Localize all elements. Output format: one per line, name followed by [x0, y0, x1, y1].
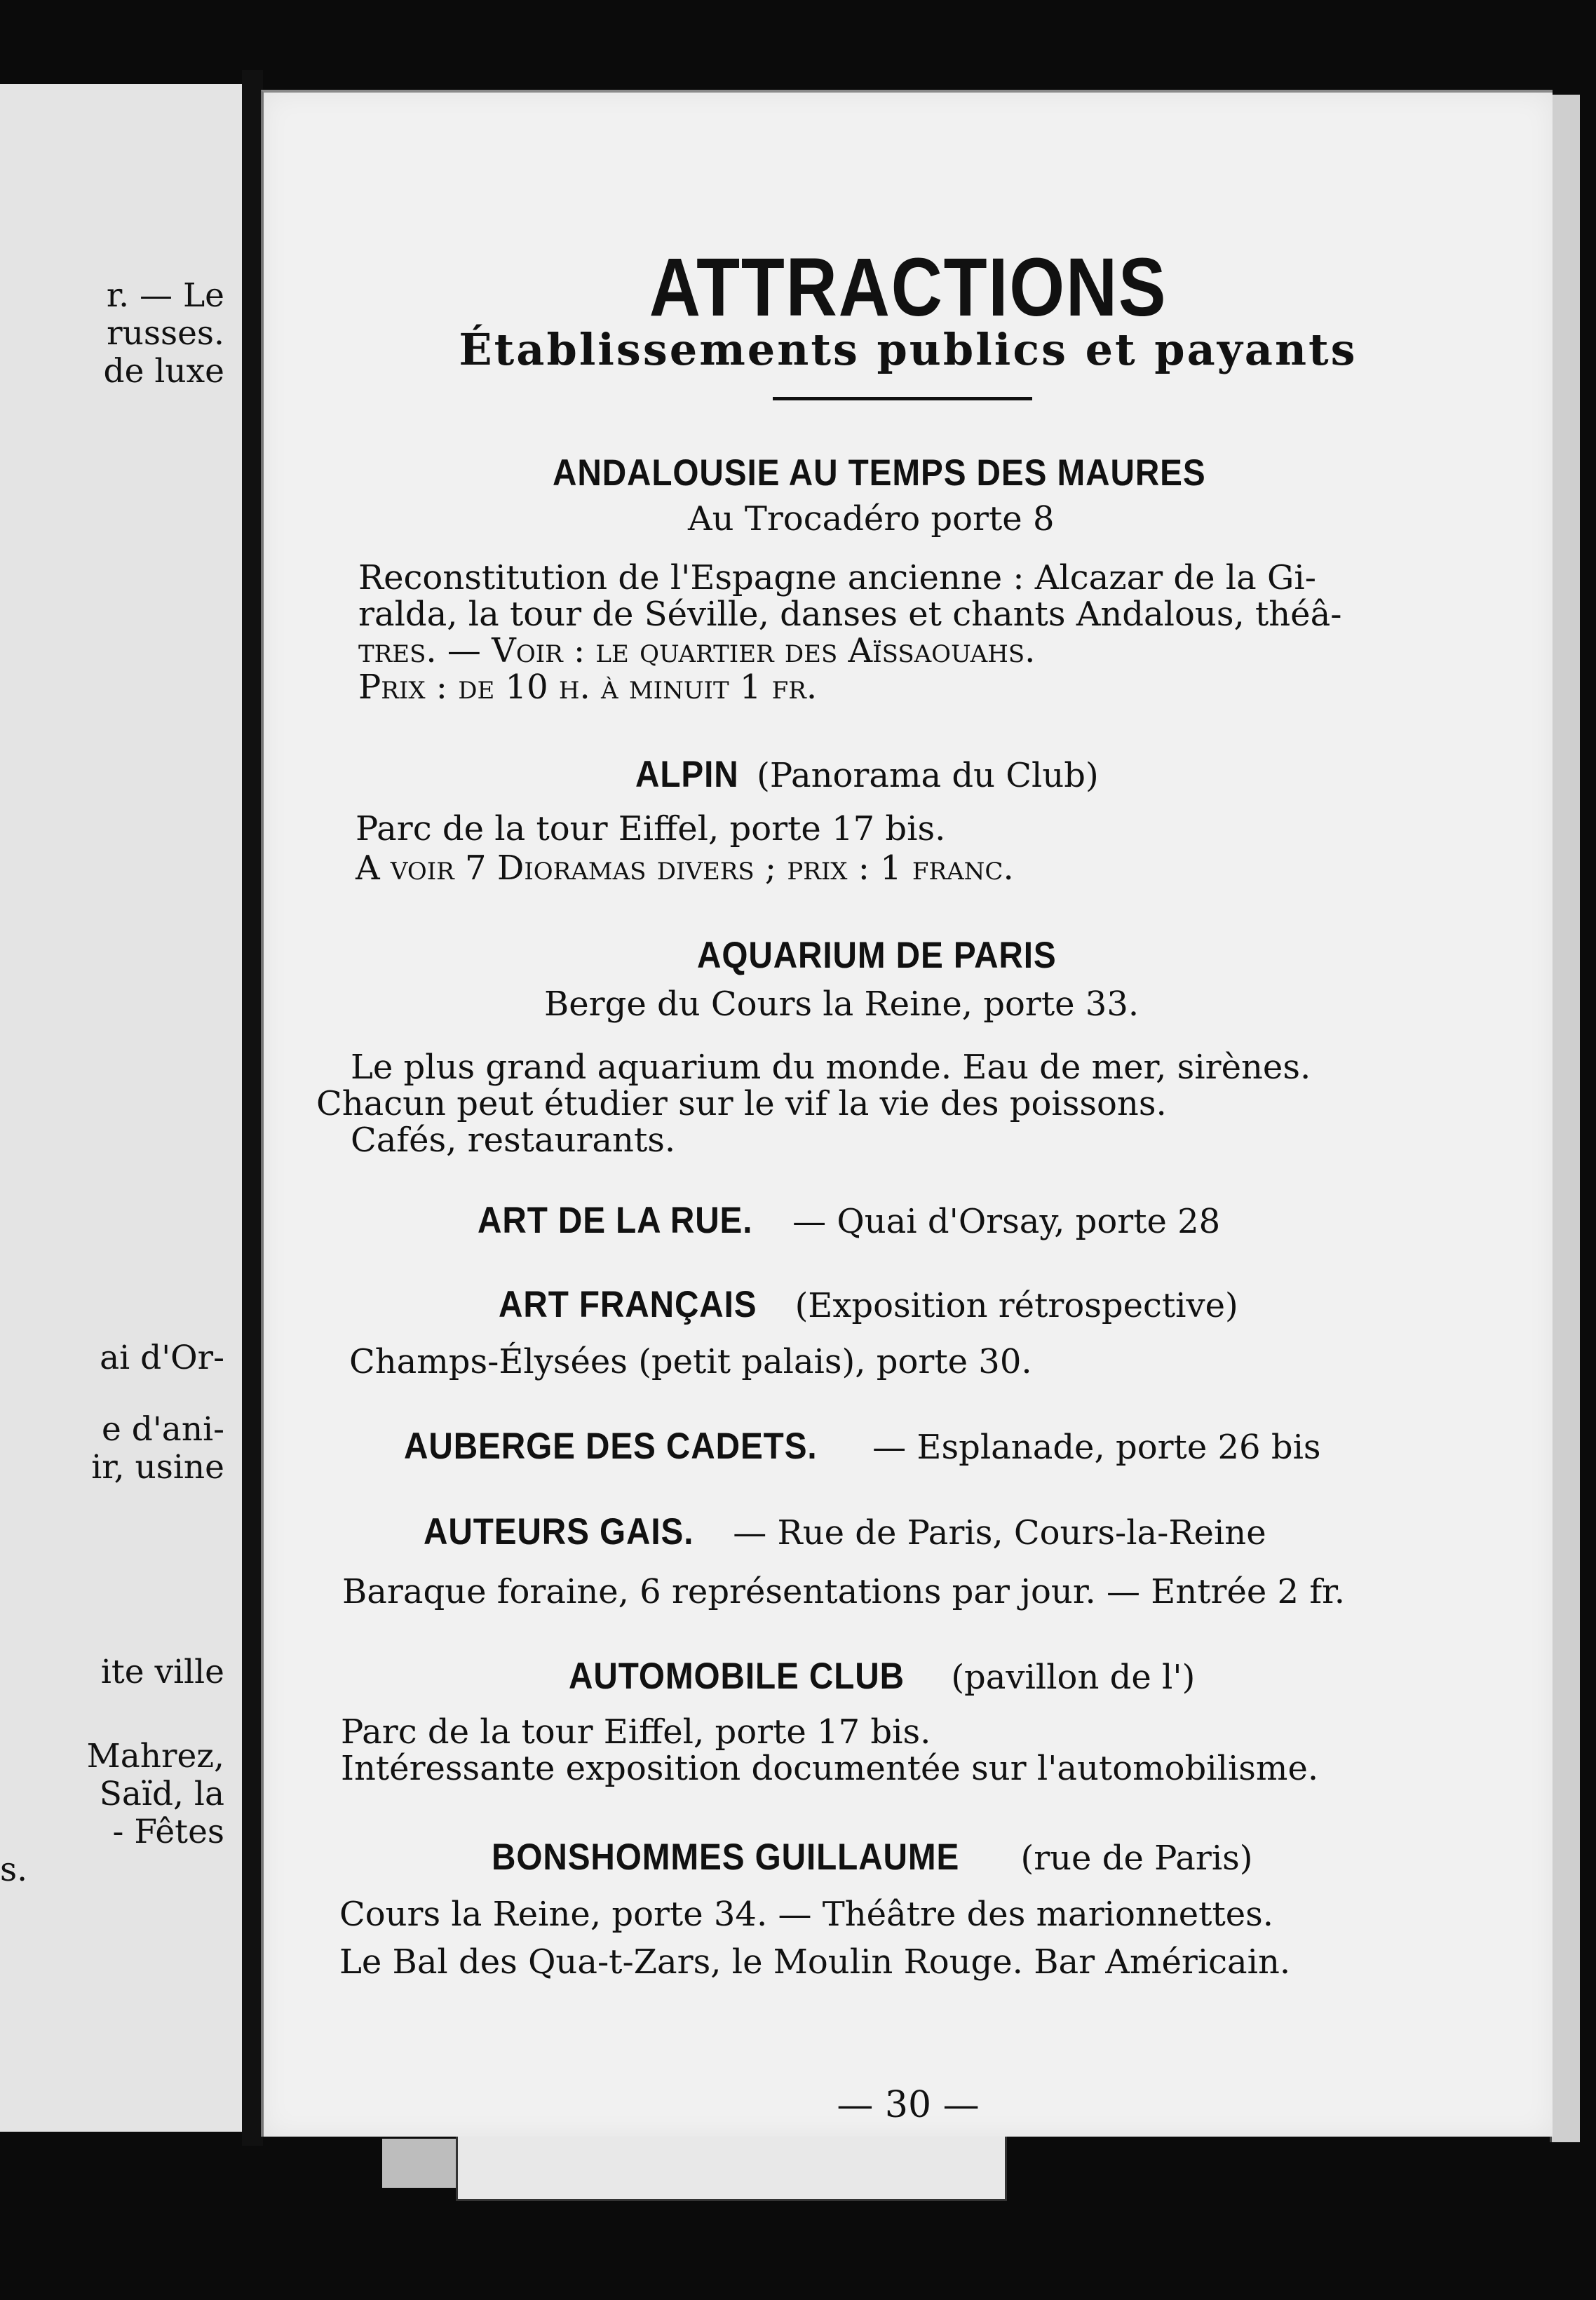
entry-heading: ART FRANÇAIS [499, 1284, 757, 1325]
book-gutter [242, 70, 263, 2146]
facing-text: s. [0, 1851, 28, 1889]
entry-price: Prix : de 10 h. à minuit 1 fr. [358, 668, 818, 707]
facing-text: Saïd, la [99, 1775, 224, 1813]
entry-heading: AUBERGE DES CADETS. [404, 1426, 818, 1467]
facing-text: ir, usine [91, 1448, 224, 1487]
entry-line: Cafés, restaurants. [351, 1121, 676, 1160]
entry-suffix: (Exposition rétrospective) [794, 1286, 1238, 1325]
facing-text: Mahrez, [86, 1737, 224, 1775]
entry-line: Le plus grand aquarium du monde. Eau de mer, sirènes. [351, 1048, 1311, 1087]
entry-line: Chacun peut étudier sur le vif la vie des poissons. [316, 1084, 1167, 1123]
entry-suffix: — Quai d'Orsay, porte 28 [792, 1202, 1221, 1241]
entry-header-row [492, 1836, 1253, 1879]
entry-suffix: — Rue de Paris, Cours-la-Reine [733, 1513, 1266, 1552]
entry-line: A voir 7 Dioramas divers ; prix : 1 franc. [356, 848, 1014, 888]
entry-line: ralda, la tour de Séville, danses et chants Andalous, théâ- [358, 595, 1342, 634]
entry-header-row [478, 1199, 1220, 1242]
entry-line: Cours la Reine, porte 34. — Théâtre des marionnettes. [339, 1895, 1274, 1934]
entry-suffix: (rue de Paris) [1020, 1839, 1253, 1878]
page-subtitle: Établissements publics et payants [459, 324, 1358, 375]
entry-header-row [569, 1655, 1195, 1698]
entry-line: Reconstitution de l'Espagne ancienne : Alcazar de la Gi- [358, 558, 1316, 597]
entry-suffix: — Esplanade, porte 26 bis [872, 1428, 1321, 1467]
document-page [261, 90, 1553, 2137]
entry-line: Parc de la tour Eiffel, porte 17 bis. [341, 1712, 931, 1752]
title-rule [773, 397, 1032, 400]
entry-header-row [499, 1283, 1238, 1326]
facing-text: - Fêtes [112, 1813, 224, 1851]
entry-line: Baraque foraine, 6 représentations par jour. — Entrée 2 fr. [342, 1572, 1346, 1611]
entry-heading: AUTEURS GAIS. [424, 1511, 694, 1552]
paper-slip [456, 2134, 1007, 2201]
entry-line: tres. — Voir : le quartier des Aïssaouahs. [358, 631, 1036, 670]
entry-header-row [424, 1510, 1266, 1553]
page-number: — 30 — [837, 2084, 980, 2126]
entry-line: Champs-Élysées (petit palais), porte 30. [349, 1342, 1032, 1381]
entry-line: Parc de la tour Eiffel, porte 17 bis. [356, 809, 946, 848]
page-title: ATTRACTIONS [649, 241, 1168, 334]
entry-line: Intéressante exposition documentée sur l'automobilisme. [341, 1749, 1319, 1788]
entry-header-row [635, 753, 1099, 796]
facing-page-fragment [0, 84, 245, 2132]
entry-location: Au Trocadéro porte 8 [688, 499, 1055, 539]
entry-heading: BONSHOMMES GUILLAUME [492, 1836, 960, 1878]
entry-header-row [404, 1425, 1321, 1468]
entry-heading: AQUARIUM DE PARIS [697, 935, 1057, 976]
facing-text: e d'ani- [102, 1410, 224, 1449]
entry-heading: ANDALOUSIE AU TEMPS DES MAURES [553, 452, 1206, 494]
entry-heading: ART DE LA RUE. [478, 1200, 753, 1241]
page-edge [1550, 95, 1580, 2142]
facing-text: r. — Le [106, 276, 224, 315]
entry-suffix: (Panorama du Club) [757, 756, 1099, 795]
entry-heading: AUTOMOBILE CLUB [569, 1656, 905, 1697]
entry-line: Le Bal des Qua-t-Zars, le Moulin Rouge. Bar Américain. [339, 1942, 1291, 1982]
facing-text: ai d'Or- [100, 1339, 224, 1377]
facing-text: russes. [107, 314, 224, 353]
facing-text: de luxe [103, 352, 224, 391]
entry-suffix: (pavillon de l') [951, 1658, 1196, 1697]
facing-text: ite ville [100, 1653, 224, 1691]
entry-location: Berge du Cours la Reine, porte 33. [544, 985, 1139, 1024]
entry-heading: ALPIN [635, 754, 739, 795]
